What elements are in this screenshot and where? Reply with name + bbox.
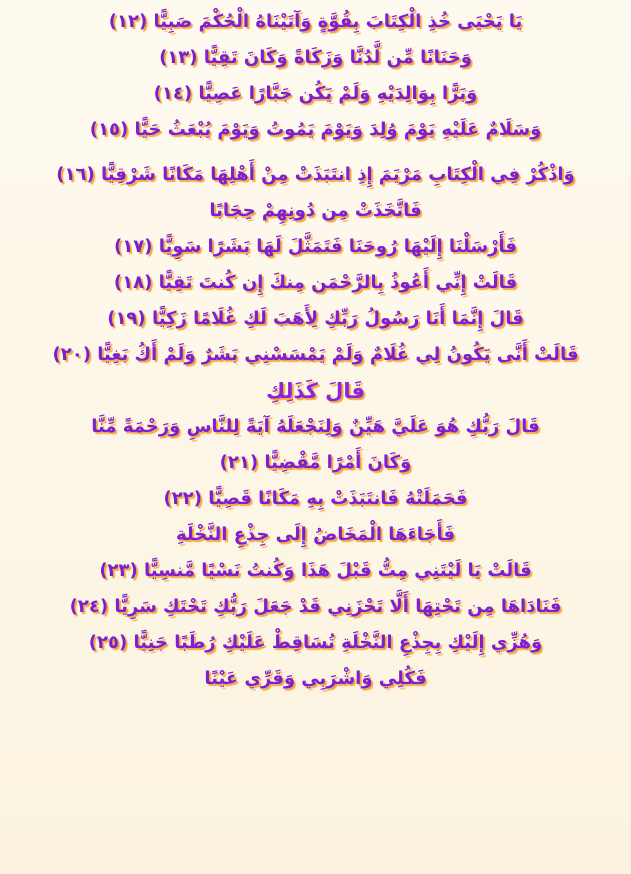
verse-18 [0,265,631,301]
verse-24 [0,589,631,625]
verse-13 [0,40,631,76]
verse-21 [0,445,631,481]
verse-text: وَهُزِّي إِلَيْكِ بِجِذْعِ النَّخْلَةِ تُسَاقِطْ عَلَيْكِ رُطَبًا جَنِيًّا [133,632,543,653]
verse-21-part [0,409,631,445]
verse-number: (٢١) [219,452,259,473]
verse-23 [0,553,631,589]
verse-16-continued [0,193,631,229]
verse-text: فَكُلِي وَاشْرَبِي وَقَرِّي عَيْنًا [204,668,427,689]
verse-text: قَالَتْ إِنِّي أَعُوذُ بِالرَّحْمَن مِنكَ إِن كُنتَ تَقِيًّا [158,272,518,293]
verse-number: (١٢) [108,11,148,32]
verse-text: قَالَ رَبُّكِ هُوَ عَلَيَّ هَيِّنٌ وَلِنَجْعَلَهُ آيَةً لِلنَّاسِ وَرَحْمَةً مِّنَّا [91,416,540,437]
verse-text: قَالَتْ أَنَّى يَكُونُ لِي غُلَامٌ وَلَمْ يَمْسَسْنِي بَشَرٌ وَلَمْ أَكُ بَغِيًّا [97,344,579,365]
verse-number: (١٨) [113,272,153,293]
verse-22 [0,481,631,517]
verse-number: (٢٠) [52,344,91,365]
verse-text: وَبَرًّا بِوَالِدَيْهِ وَلَمْ يَكُن جَبَّارًا عَصِيًّا [198,83,478,104]
verse-number: (١٩) [107,308,146,329]
verse-number: (٢٤) [69,596,109,617]
verse-17 [0,229,631,265]
verse-23-part [0,517,631,553]
verse-26-part [0,661,631,697]
verse-15 [0,112,631,148]
verse-16 [0,157,631,193]
verse-14 [0,76,631,112]
verse-number: (١٧) [114,236,153,257]
verse-19 [0,301,631,337]
verse-number: (٢٢) [163,488,202,509]
verse-text: فَاتَّخَذَتْ مِن دُونِهِمْ حِجَابًا [209,200,422,221]
verse-21-heading [0,373,631,409]
verse-text: قَالَتْ يَا لَيْتَنِي مِتُّ قَبْلَ هَذَا وَكُنتُ نَسْيًا مَّنسِيًّا [144,560,532,581]
verse-12 [0,4,631,40]
verse-number: (٢٥) [88,632,128,653]
verse-text: فَنَادَاهَا مِن تَحْتِهَا أَلَّا تَحْزَنِي قَدْ جَعَلَ رَبُّكِ تَحْتَكِ سَرِيًّا [114,596,562,617]
verse-text: فَأَرْسَلْنَا إِلَيْهَا رُوحَنَا فَتَمَثَّلَ لَهَا بَشَرًا سَوِيًّا [158,236,517,257]
verse-text: قَالَ إِنَّمَا أَنَا رَسُولُ رَبِّكِ لِأَهَبَ لَكِ غُلَامًا زَكِيًّا [151,308,524,329]
verse-text: فَحَمَلَتْهُ فَانتَبَذَتْ بِهِ مَكَانًا قَصِيًّا [208,488,468,509]
verse-text: وَاذْكُرْ فِي الْكِتَابِ مَرْيَمَ إِذِ انتَبَذَتْ مِنْ أَهْلِهَا مَكَانًا شَرْقِيًّا [101,164,575,185]
verse-text: قَالَ كَذَلِكِ [266,379,365,403]
verse-text: وَسَلَامٌ عَلَيْهِ يَوْمَ وُلِدَ وَيَوْمَ يَمُوتُ وَيَوْمَ يُبْعَثُ حَيًّا [134,119,542,140]
verse-20 [0,337,631,373]
verse-number: (١٤) [153,83,193,104]
verse-list [0,4,631,697]
verse-number: (١٦) [56,164,95,185]
verse-number: (١٣) [159,47,198,68]
verse-text: فَأَجَاءَهَا الْمَخَاضُ إِلَى جِذْعِ النَّخْلَةِ [175,524,456,545]
verse-25 [0,625,631,661]
verse-text: وَحَنَانًا مِّن لَّدُنَّا وَزَكَاةً وَكَانَ تَقِيًّا [203,47,472,68]
verse-number: (٢٣) [99,560,138,581]
verse-text: يَا يَحْيَى خُذِ الْكِتَابَ بِقُوَّةٍ وَآتَيْنَاهُ الْحُكْمَ صَبِيًّا [153,11,523,32]
verse-text: وَكَانَ أَمْرًا مَّقْضِيًّا [264,452,412,473]
verse-number: (١٥) [89,119,129,140]
